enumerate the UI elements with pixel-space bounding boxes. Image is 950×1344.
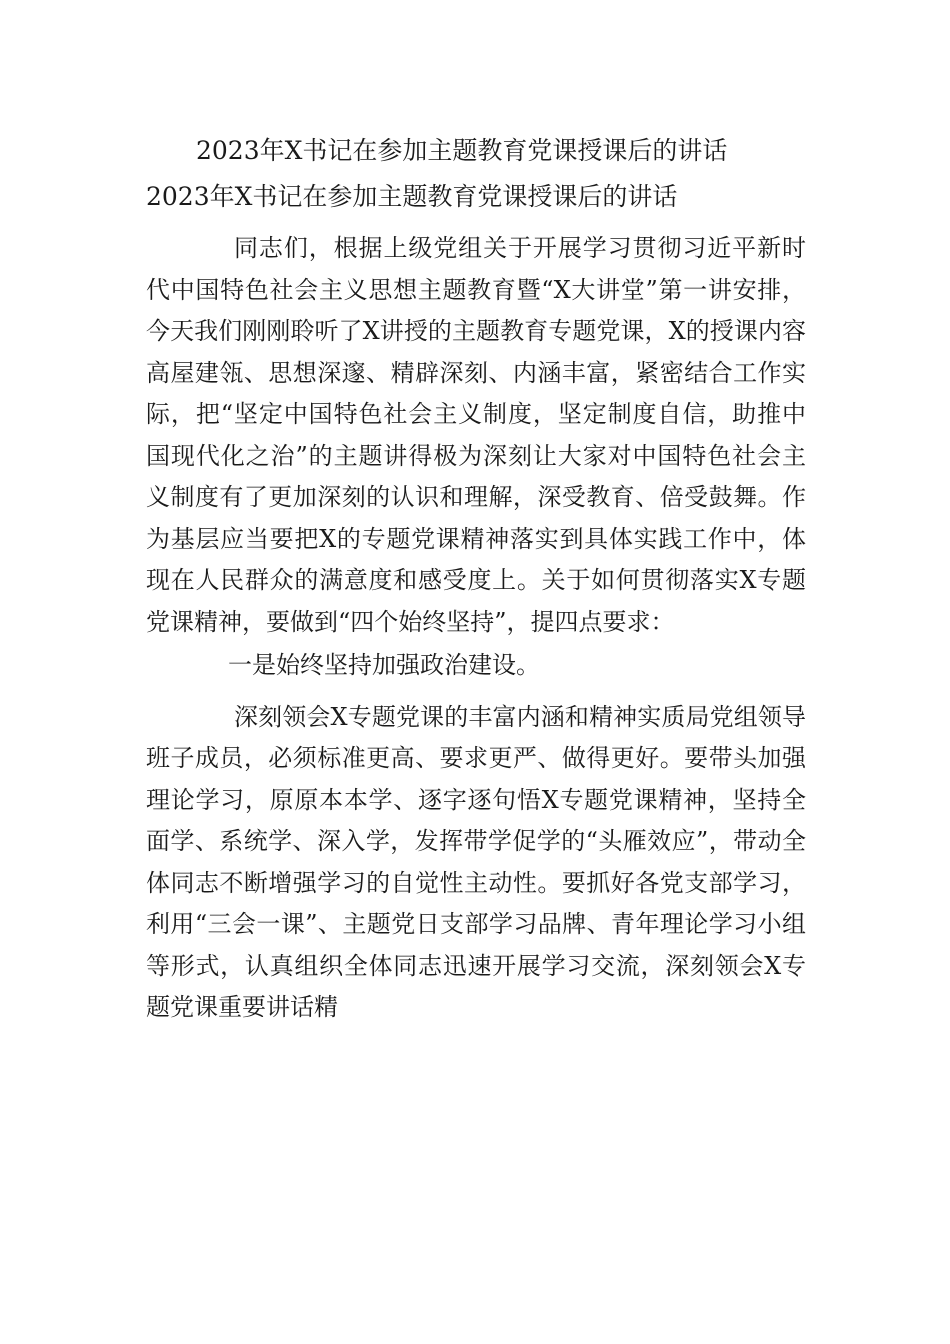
document-body (146, 128, 806, 1029)
document-subtitle: 2023年X书记在参加主题教育党课授课后的讲话 (146, 182, 678, 211)
document-text (146, 228, 806, 1029)
paragraph-section-1: 深刻领会X专题党课的丰富内涵和精神实质局党组领导班子成员，必须标准更高、要求更严、做得更好。要带头加强理论学习，原原本本学、逐字逐句悟X专题党课精神，坚持全面学、系统学、深入学，发挥带学促学的“头雁效应”，带动全体同志不断增强学习的自觉性主动性。要抓好各党支部学习，利用“三会一课”、主题党日支部学习品牌、青年理论学习小组等形式，认真组织全体同志迅速开展学习交流，深刻领会X专题党课重要讲话精 (146, 702, 806, 1021)
paragraph-intro: 同志们，根据上级党组关于开展学习贯彻习近平新时代中国特色社会主义思想主题教育暨“X大讲堂”第一讲安排，今天我们刚刚聆听了X讲授的主题教育专题党课，X的授课内容高屋建瓴、思想深邃、精辟深刻、内涵丰富，紧密结合工作实际，把“坚定中国特色社会主义制度，坚定制度自信，助推中国现代化之治”的主题讲得极为深刻让大家对中国特色社会主义制度有了更加深刻的认识和理解，深受教育、倍受鼓舞。作为基层应当要把X的专题党课精神落实到具体实践工作中，体现在人民群众的满意度和感受度上。关于如何贯彻落实X专题党课精神，要做到“四个始终坚持”，提四点要求： (146, 234, 806, 636)
document-title: 2023年X书记在参加主题教育党课授课后的讲话 (196, 136, 728, 165)
section-heading-1: 一是始终坚持加强政治建设。 (228, 651, 540, 679)
